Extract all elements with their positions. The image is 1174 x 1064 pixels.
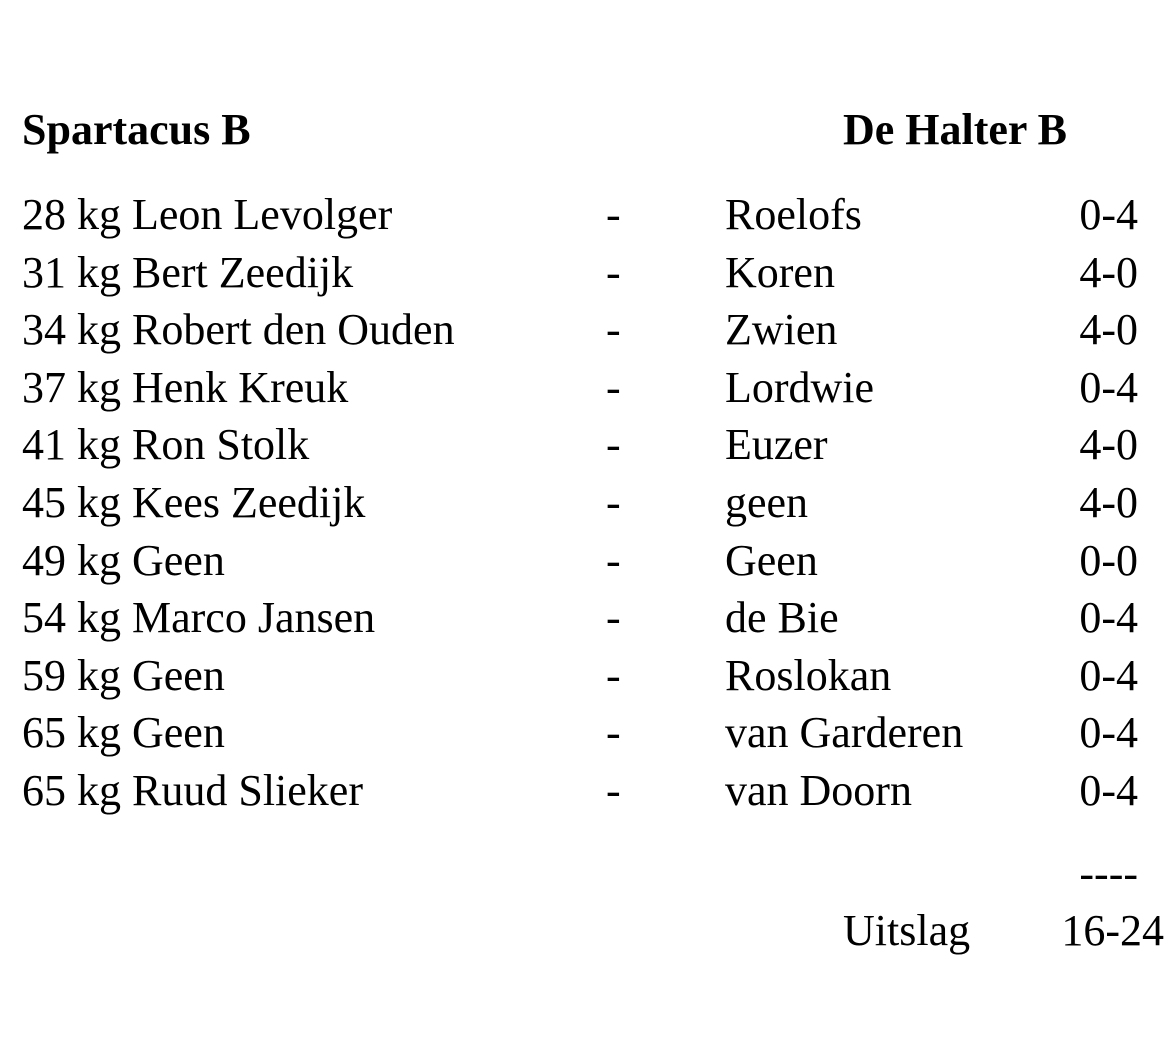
match-score: 4-0: [1079, 247, 1138, 297]
away-athlete: Roelofs: [725, 190, 862, 239]
away-athlete: van Doorn: [725, 765, 912, 815]
away-athlete: geen: [725, 477, 809, 527]
match-score: 0-4: [1079, 593, 1138, 643]
away-athlete: van Garderen: [725, 708, 964, 758]
away-athlete: Koren: [725, 247, 835, 297]
home-athlete: 37 kg Henk Kreuk: [22, 362, 349, 412]
home-athlete: 41 kg Ron Stolk: [22, 420, 310, 470]
away-athlete: Euzer: [725, 420, 828, 470]
total-divider: ----: [1079, 849, 1138, 898]
match-score: 0-4: [1079, 190, 1138, 239]
match-row: [0, 532, 1174, 590]
home-athlete: 34 kg Robert den Ouden: [22, 305, 455, 355]
home-athlete: 31 kg Bert Zeedijk: [22, 247, 354, 297]
match-row: [0, 647, 1174, 705]
match-score: 4-0: [1079, 305, 1138, 355]
home-athlete: 65 kg Geen: [22, 708, 225, 758]
match-score: 0-4: [1079, 708, 1138, 758]
versus-separator: -: [606, 593, 621, 643]
match-row: [0, 416, 1174, 474]
match-score: 0-4: [1079, 650, 1138, 700]
away-athlete: Geen: [725, 535, 818, 585]
match-row: [0, 301, 1174, 359]
away-athlete: de Bie: [725, 593, 839, 643]
home-athlete: 45 kg Kees Zeedijk: [22, 477, 366, 527]
versus-separator: -: [606, 247, 621, 297]
versus-separator: -: [606, 305, 621, 355]
match-score: 0-4: [1079, 362, 1138, 412]
match-score: 4-0: [1079, 420, 1138, 470]
versus-separator: -: [606, 765, 621, 815]
home-athlete: 28 kg Leon Levolger: [22, 190, 393, 239]
match-row: [0, 704, 1174, 762]
final-score: 16-24: [1061, 906, 1164, 955]
versus-separator: -: [606, 190, 621, 239]
away-team-heading: De Halter B: [843, 105, 1068, 154]
match-score: 4-0: [1079, 477, 1138, 527]
match-row: [0, 762, 1174, 820]
home-athlete: 49 kg Geen: [22, 535, 225, 585]
home-athlete: 65 kg Ruud Slieker: [22, 765, 363, 815]
versus-separator: -: [606, 650, 621, 700]
result-label: Uitslag: [843, 906, 971, 955]
away-athlete: Zwien: [725, 305, 838, 355]
versus-separator: -: [606, 362, 621, 412]
match-row: [0, 474, 1174, 532]
match-list: [0, 186, 1174, 820]
home-team-heading: Spartacus B: [22, 105, 251, 154]
match-row: [0, 244, 1174, 302]
away-athlete: Roslokan: [725, 650, 892, 700]
away-athlete: Lordwie: [725, 362, 875, 412]
versus-separator: -: [606, 477, 621, 527]
match-row: [0, 589, 1174, 647]
home-athlete: 54 kg Marco Jansen: [22, 593, 376, 643]
match-row: [0, 359, 1174, 417]
versus-separator: -: [606, 535, 621, 585]
versus-separator: -: [606, 708, 621, 758]
match-row: [0, 186, 1174, 244]
versus-separator: -: [606, 420, 621, 470]
match-score: 0-0: [1079, 535, 1138, 585]
home-athlete: 59 kg Geen: [22, 650, 225, 700]
match-score: 0-4: [1079, 765, 1138, 815]
